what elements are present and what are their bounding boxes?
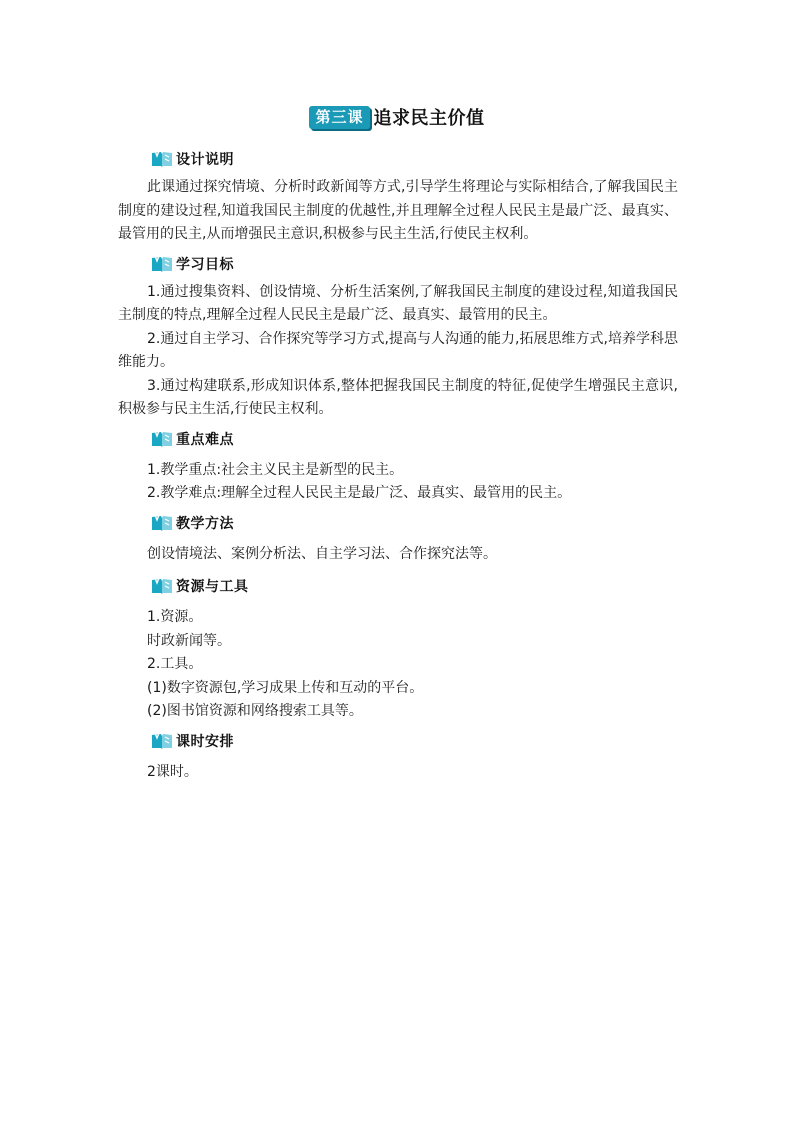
- section-body-methods: 创设情境法、案例分析法、自主学习法、合作探究法等。: [147, 545, 497, 562]
- section-heading-methods: [151, 512, 678, 534]
- open-book-icon: [151, 732, 173, 750]
- key-point-item-1: 1.教学重点:社会主义民主是新型的民主。: [147, 461, 404, 478]
- section-heading-resources: [151, 575, 678, 597]
- open-book-icon: [151, 430, 173, 448]
- goal-item-3: 3.通过构建联系,形成知识体系,整体把握我国民主制度的特征,促使学生增强民主意识,积极参与民主生活,行使民主权利。: [118, 377, 678, 417]
- resource-item-3: 2.工具。: [147, 656, 203, 672]
- lesson-title: 追求民主价值: [373, 108, 485, 129]
- section-heading-goals: [151, 253, 678, 275]
- section-title-resources: 资源与工具: [176, 579, 249, 595]
- open-book-icon: [151, 514, 173, 532]
- section-body-schedule: 2课时。: [147, 763, 198, 780]
- goal-item-2: 2.通过自主学习、合作探究等学习方式,提高与人沟通的能力,拓展思维方式,培养学科思维能力。: [118, 330, 678, 370]
- section-title-goals: 学习目标: [176, 256, 234, 273]
- section-title-methods: 教学方法: [176, 515, 234, 532]
- section-title-design: 设计说明: [176, 152, 234, 168]
- section-body-design: 此课通过探究情境、分析时政新闻等方式,引导学生将理论与实际相结合,了解我国民主制度的建设过程,知道我国民主制度的优越性,并且理解全过程人民民主是最广泛、最真实、最管用的民主,从而增强民主意识,积极参与民主生活,行使民主权利。: [118, 179, 678, 242]
- resource-item-4: (1)数字资源包,学习成果上传和互动的平台。: [147, 679, 424, 696]
- resource-item-1: 1.资源。: [147, 609, 203, 625]
- open-book-icon: [151, 150, 173, 168]
- section-title-key-points: 重点难点: [176, 431, 234, 448]
- goal-item-1: 1.通过搜集资料、创设情境、分析生活案例,了解我国民主制度的建设过程,知道我国民主制度的特点,理解全过程人民民主是最广泛、最真实、最管用的民主。: [118, 283, 678, 323]
- key-point-item-2: 2.教学难点:理解全过程人民民主是最广泛、最真实、最管用的民主。: [147, 485, 572, 501]
- open-book-icon: [151, 255, 173, 273]
- section-title-schedule: 课时安排: [176, 733, 234, 750]
- resource-item-2: 时政新闻等。: [147, 632, 231, 649]
- lesson-badge: 第三课: [309, 106, 369, 129]
- section-heading-design: [151, 148, 678, 170]
- section-heading-key-points: [151, 428, 678, 450]
- lesson-title-row: [0, 104, 794, 130]
- resource-item-5: (2)图书馆资源和网络搜索工具等。: [147, 703, 363, 719]
- section-heading-schedule: [151, 730, 678, 752]
- open-book-icon: [151, 577, 173, 595]
- lesson-content: [118, 148, 678, 784]
